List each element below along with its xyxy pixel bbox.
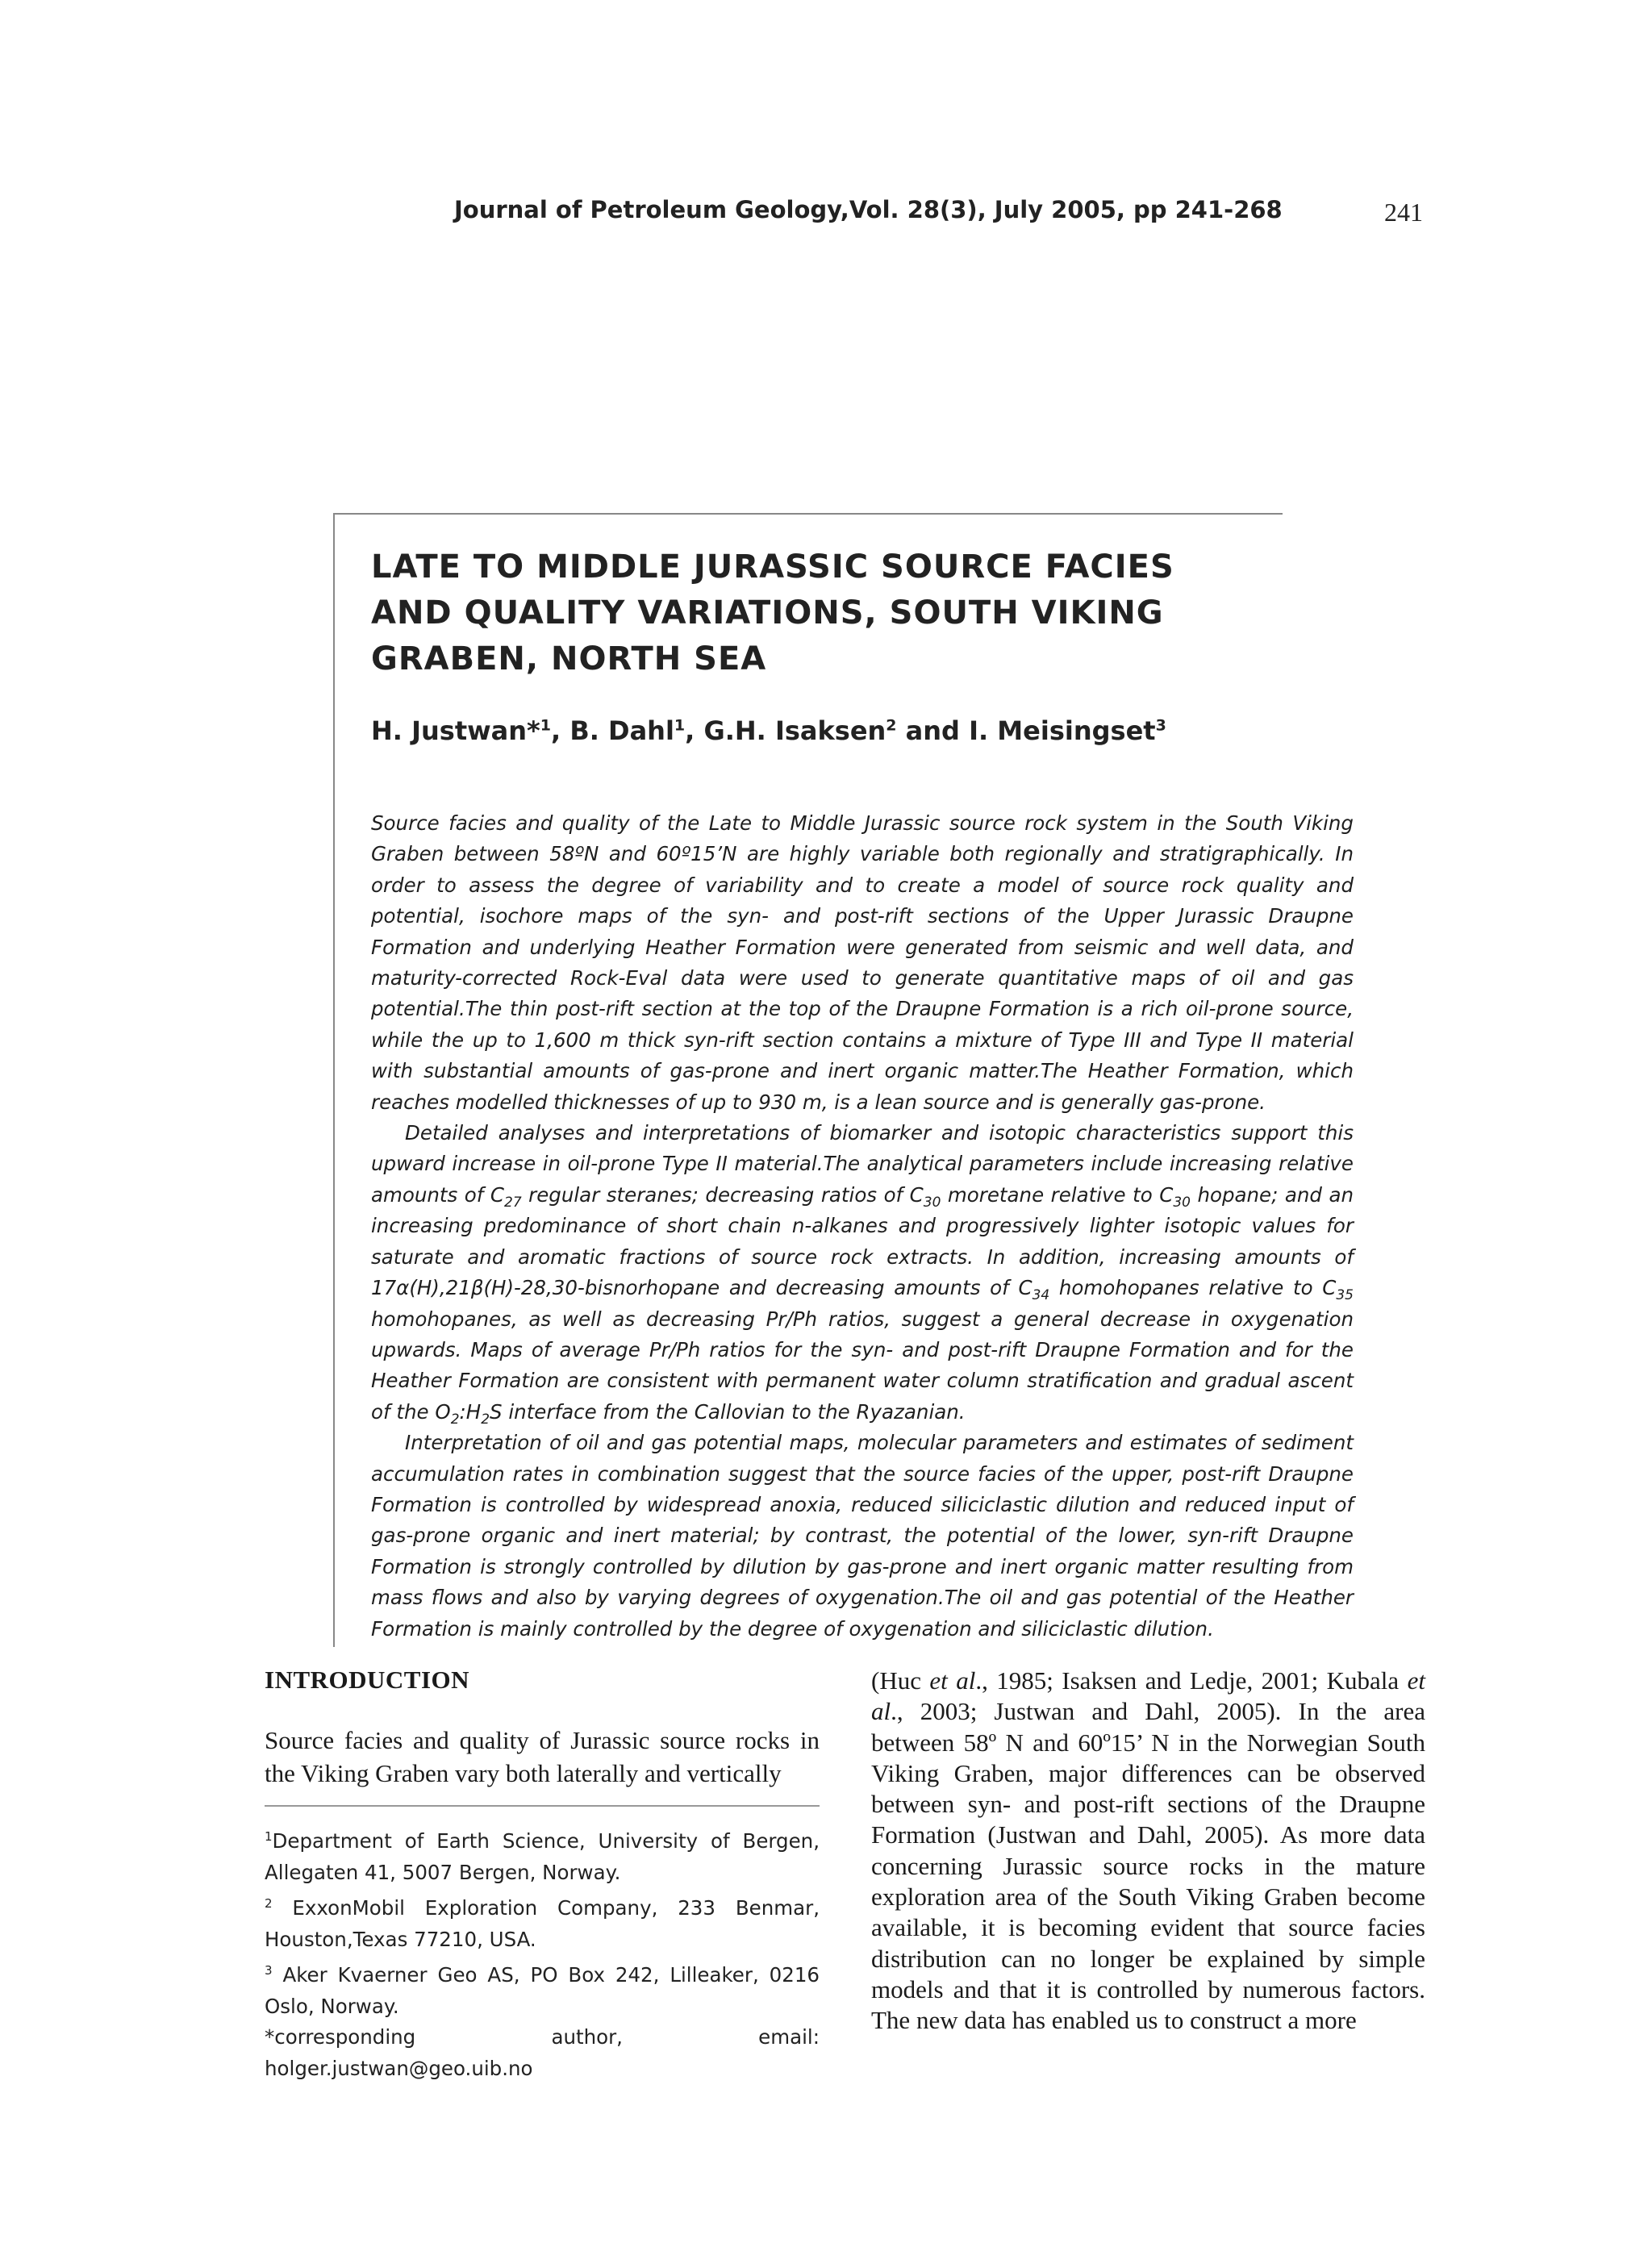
footnote-mark: 2	[265, 1896, 273, 1912]
author-separator: ,	[551, 715, 570, 746]
author-name: H. Justwan*	[371, 715, 540, 746]
footnote-mark: 1	[265, 1829, 273, 1844]
abstract-paragraph: Source facies and quality of the Late to Middle Jurassic source rock system in the South Viking Graben between 58ºN and 60º15’N are highly variable both regionally and stratigraphically. In order to assess the degree of variability and to create a model of source rock quality and potential, isochore maps of the syn- and post-rift sections of the Upper Jurassic Draupne Formation and underlying Heather Formation were generated from seismic and well data, and maturity-corrected Rock-Eval data were used to generate quantitative maps of oil and gas potential.The thin post-rift section at the top of the Draupne Formation is a rich oil-prone source, while the up to 1,600 m thick syn-rift section contains a mixture of Type III and Type II material with substantial amounts of gas-prone and inert organic matter.The Heather Formation, which reaches modelled thicknesses of up to 930 m, is a lean source and is generally gas-prone.	[371, 811, 1354, 1114]
abstract-frame-top-rule	[333, 513, 1283, 515]
footnote: $^2$ ExxonMobil Exploration Company, 233 Benmar, Houston,Texas 77210, USA.	[265, 1896, 820, 1951]
abstract	[371, 808, 1354, 1645]
footnote-mark: 3	[265, 1963, 273, 1978]
author-name: G.H. Isaksen	[703, 715, 886, 746]
abstract-frame-left-rule	[333, 513, 335, 1647]
running-head: Journal of Petroleum Geology,Vol. 28(3), July 2005, pp 241-268	[454, 196, 1283, 223]
author-name: I. Meisingset	[969, 715, 1156, 746]
affiliation-mark: 3	[1155, 716, 1166, 735]
page-number: 241	[1384, 198, 1423, 227]
article-title-line: GRABEN, NORTH SEA	[371, 640, 767, 678]
author-name: B. Dahl	[569, 715, 674, 746]
abstract-paragraph: Interpretation of oil and gas potential maps, molecular parameters and estimates of sediment accumulation rates in combination suggest that the source facies of the upper, post-rift Draupne Formation is controlled by widespread anoxia, reduced siliciclastic dilution and reduced input of gas-prone organic and inert material; by contrast, the potential of the lower, syn-rift Draupne Formation is strongly controlled by dilution by gas-prone and inert organic matter resulting from mass flows and also by varying degrees of oxygenation.The oil and gas potential of the Heather Formation is mainly controlled by the degree of oxygenation and siliciclastic dilution.	[371, 1431, 1354, 1641]
author-separator: ,	[685, 715, 704, 746]
introduction-paragraph: Source facies and quality of Jurassic source rocks in the Viking Graben vary both laterally and vertically	[265, 1726, 820, 1787]
footnote-corresponding-author: *corresponding author, email: holger.justwan@geo.uib.no	[265, 2025, 820, 2080]
affiliation-mark: 1	[674, 716, 686, 735]
article-title-line: AND QUALITY VARIATIONS, SOUTH VIKING	[371, 594, 1164, 632]
footnote-divider	[265, 1805, 820, 1807]
author-list	[371, 715, 1166, 746]
footnote: $^3$ Aker Kvaerner Geo AS, PO Box 242, Lilleaker, 0216 Oslo, Norway.	[265, 1963, 820, 2018]
footnotes	[265, 1821, 820, 2084]
author-separator: and	[896, 715, 970, 746]
affiliation-mark: 1	[540, 716, 552, 735]
section-heading-introduction: INTRODUCTION	[265, 1666, 470, 1694]
abstract-paragraph: Detailed analyses and interpretations of biomarker and isotopic characteristics support this upward increase in oil-prone Type II material.The analytical parameters include increasing relative amounts of $C_{27}$ regular steranes; decreasing ratios of $C_{30}$ moretane relative to $C_{30}$ hopane; and an increasing predominance of short chain n-alkanes and progressively lighter isotopic values for saturate and aromatic fractions of source rock extracts. In addition, increasing amounts of 17α(H),21β(H)-28,30-bisnorhopane and decreasing amounts of $C_{34}$ homohopanes relative to $C_{35}$ homohopanes, as well as decreasing Pr/Ph ratios, suggest a general decrease in oxygenation upwards. Maps of average Pr/Ph ratios for the syn- and post-rift Draupne Formation and for the Heather Formation are consistent with permanent water column stratification and gradual ascent of the $O_2:H_2S$ interface from the Callovian to the Ryazanian.	[371, 1121, 1354, 1428]
affiliation-mark: 2	[886, 716, 897, 735]
footnote: $^1$Department of Earth Science, University of Bergen, Allegaten 41, 5007 Bergen, Norway.	[265, 1829, 820, 1884]
introduction-paragraph-continued: (Huc et al., 1985; Isaksen and Ledje, 2001; Kubala et al., 2003; Justwan and Dahl, 2005). In the area between 58º N and 60º15’ N in the Norwegian South Viking Graben, major differences can be observed between syn- and post-rift sections of the Draupne Formation (Justwan and Dahl, 2005). As more data concerning Jurassic source rocks in the mature exploration area of the South Viking Graben become available, it is becoming evident that source facies distribution can no longer be explained by simple models and that it is controlled by numerous factors. The new data has enabled us to construct a more	[871, 1666, 1425, 2035]
article-title	[371, 544, 1291, 682]
article-title-line: LATE TO MIDDLE JURASSIC SOURCE FACIES	[371, 548, 1174, 586]
